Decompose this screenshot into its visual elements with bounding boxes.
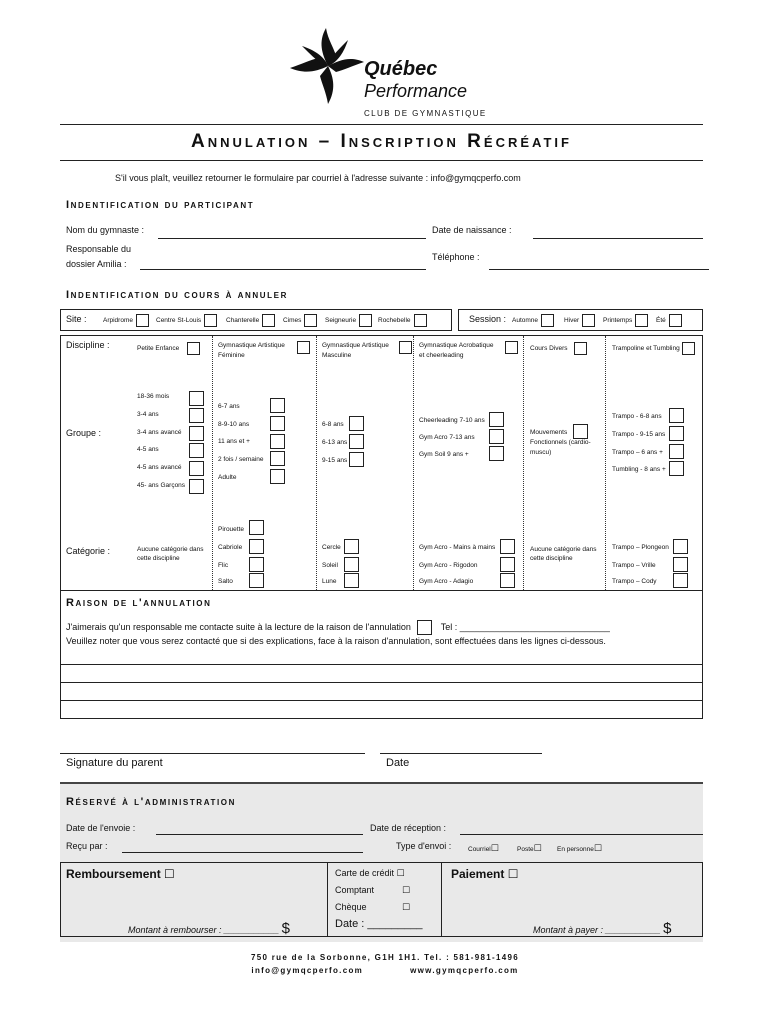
site-seigneurie-checkbox[interactable] bbox=[359, 314, 372, 327]
group-acro-1-checkbox[interactable] bbox=[489, 412, 504, 427]
session-printemps-checkbox[interactable] bbox=[635, 314, 648, 327]
site-seigneurie[interactable]: Seigneurie bbox=[325, 314, 372, 327]
site-label: Site : bbox=[66, 314, 87, 324]
discipline-petite-enfance[interactable]: Petite Enfance bbox=[137, 342, 200, 355]
site-chanterelle-checkbox[interactable] bbox=[262, 314, 275, 327]
categorie-label: Catégorie : bbox=[66, 546, 111, 556]
group-acro-2[interactable]: Gym Acro 7-13 ans bbox=[419, 434, 475, 441]
category-acro-3[interactable]: Gym Acro - Adagio bbox=[419, 578, 474, 585]
discipline-label: Discipline : bbox=[66, 340, 110, 350]
sent-date-field[interactable] bbox=[156, 834, 363, 835]
footer-contact bbox=[0, 966, 770, 975]
session-automne[interactable]: Automne bbox=[512, 314, 554, 327]
send-type-personne[interactable]: En personne☐ bbox=[557, 843, 602, 853]
discipline-gam-checkbox[interactable] bbox=[399, 341, 412, 354]
category-gaf-2-checkbox[interactable] bbox=[249, 539, 264, 554]
session-automne-checkbox[interactable] bbox=[541, 314, 554, 327]
group-pe-3-checkbox[interactable] bbox=[189, 426, 204, 441]
footer-email[interactable]: info@gymqcperfo.com bbox=[251, 966, 364, 975]
category-acro-1[interactable]: Gym Acro - Mains à mains bbox=[419, 544, 496, 551]
site-rochebelle-checkbox[interactable] bbox=[414, 314, 427, 327]
dob-label: Date de naissance : bbox=[432, 225, 512, 235]
group-trampo-3-checkbox[interactable] bbox=[669, 444, 684, 459]
resp-field[interactable] bbox=[140, 269, 426, 270]
session-label: Session : bbox=[469, 314, 507, 324]
group-trampo-4[interactable]: Tumbling - 8 ans + bbox=[612, 466, 666, 473]
col-divider-2 bbox=[316, 336, 317, 590]
logo-line-3: CLUB DE GYMNASTIQUE bbox=[364, 109, 487, 118]
send-type-poste-checkbox[interactable]: ☐ bbox=[533, 843, 542, 853]
admin-col-1 bbox=[327, 862, 328, 937]
category-gam-1-checkbox[interactable] bbox=[344, 539, 359, 554]
category-trampo-2[interactable]: Trampo – Vrille bbox=[612, 562, 656, 569]
payment-checkbox[interactable]: ☐ bbox=[507, 867, 519, 881]
category-gam-2-checkbox[interactable] bbox=[344, 557, 359, 572]
group-pe-3[interactable]: 3-4 ans avancé bbox=[137, 429, 182, 436]
send-type-courriel-checkbox[interactable]: ☐ bbox=[490, 843, 499, 853]
recv-date-field[interactable] bbox=[460, 834, 703, 835]
reason-tel-field[interactable]: Tel : ______________________________ bbox=[440, 621, 610, 632]
group-acro-1[interactable]: Cheerleading 7-10 ans bbox=[419, 417, 485, 424]
group-gam-1-checkbox[interactable] bbox=[349, 416, 364, 431]
category-gaf-4-checkbox[interactable] bbox=[249, 573, 264, 588]
received-by-field[interactable] bbox=[122, 852, 363, 853]
category-trampo-3[interactable]: Trampo – Cody bbox=[612, 578, 657, 585]
refund-checkbox[interactable]: ☐ bbox=[164, 867, 175, 881]
discipline-gam[interactable]: Gymnastique Artistique Masculine bbox=[322, 341, 412, 361]
group-gaf-4-checkbox[interactable] bbox=[270, 451, 285, 466]
session-hiver[interactable]: Hiver bbox=[564, 314, 595, 327]
group-gaf-4[interactable]: 2 fois / semaine bbox=[218, 456, 264, 463]
refund-amount[interactable]: Montant à rembourser : ___________ $ bbox=[128, 920, 290, 937]
site-chanterelle[interactable]: Chanterelle bbox=[226, 314, 275, 327]
group-pe-5-checkbox[interactable] bbox=[189, 461, 204, 476]
category-trampo-1-checkbox[interactable] bbox=[673, 539, 688, 554]
session-hiver-checkbox[interactable] bbox=[582, 314, 595, 327]
col-divider-3 bbox=[413, 336, 414, 590]
footer-web[interactable]: www.gymqcperfo.com bbox=[410, 966, 519, 975]
discipline-trampoline-checkbox[interactable] bbox=[682, 342, 695, 355]
group-pe-2-checkbox[interactable] bbox=[189, 408, 204, 423]
site-cimes-checkbox[interactable] bbox=[304, 314, 317, 327]
category-gam-2[interactable]: Soleil bbox=[322, 562, 338, 569]
reason-line-2[interactable] bbox=[61, 682, 702, 683]
payment-dollar: $ bbox=[663, 920, 672, 937]
dob-field[interactable] bbox=[533, 238, 703, 239]
site-centre-st-louis[interactable]: Centre St-Louis bbox=[156, 314, 217, 327]
recv-date-label: Date de réception : bbox=[370, 823, 447, 833]
group-acro-3-checkbox[interactable] bbox=[489, 446, 504, 461]
category-trampo-2-checkbox[interactable] bbox=[673, 557, 688, 572]
footer-address: 750 rue de la Sorbonne, G1H 1H1. Tel. : 581-981-1496 bbox=[251, 953, 519, 962]
site-centre-st-louis-checkbox[interactable] bbox=[204, 314, 217, 327]
discipline-acro-checkbox[interactable] bbox=[505, 341, 518, 354]
category-acro-2-checkbox[interactable] bbox=[500, 557, 515, 572]
page-title: Annulation – Inscription Récréatif bbox=[191, 131, 572, 152]
sent-date-label: Date de l'envoie : bbox=[66, 823, 136, 833]
reason-line-3[interactable] bbox=[61, 700, 702, 701]
category-trampo-1[interactable]: Trampo – Plongeon bbox=[612, 544, 669, 551]
session-printemps[interactable]: Printemps bbox=[603, 314, 648, 327]
admin-col-2 bbox=[441, 862, 442, 937]
refund-heading[interactable]: Remboursement ☐ bbox=[66, 867, 175, 881]
group-pe-6[interactable]: 45- ans Garçons bbox=[137, 482, 186, 489]
course-heading: Indentification du cours à annuler bbox=[66, 289, 288, 301]
logo-line-1: Québec bbox=[364, 58, 438, 80]
site-arpidrome-checkbox[interactable] bbox=[136, 314, 149, 327]
col-divider-1 bbox=[212, 336, 213, 590]
category-gam-3[interactable]: Lune bbox=[322, 578, 337, 585]
group-gam-1[interactable]: 6-8 ans bbox=[322, 421, 344, 428]
send-type-courriel[interactable]: Courriel☐ bbox=[468, 843, 499, 853]
category-acro-3-checkbox[interactable] bbox=[500, 573, 515, 588]
header-rule-top bbox=[60, 124, 703, 125]
category-pe-none: Aucune catégorie dans cette discipline bbox=[137, 546, 204, 562]
group-trampo-1-checkbox[interactable] bbox=[669, 408, 684, 423]
send-type-label: Type d'envoi : bbox=[396, 841, 452, 851]
category-gaf-3[interactable]: Flic bbox=[218, 562, 229, 569]
group-gaf-2-checkbox[interactable] bbox=[270, 416, 285, 431]
category-gam-3-checkbox[interactable] bbox=[344, 573, 359, 588]
group-trampo-4-checkbox[interactable] bbox=[669, 461, 684, 476]
resp-label-1: Responsable du bbox=[66, 244, 132, 254]
refund-dollar: $ bbox=[281, 920, 290, 937]
method-credit-checkbox[interactable]: ☐ bbox=[396, 868, 405, 878]
pinwheel-logo-icon bbox=[288, 26, 366, 108]
phone-label: Téléphone : bbox=[432, 252, 480, 262]
col-divider-5 bbox=[605, 336, 606, 590]
method-cheque-checkbox[interactable]: ☐ bbox=[402, 902, 411, 912]
name-field[interactable] bbox=[158, 238, 426, 239]
logo bbox=[288, 26, 488, 122]
signature-date-label: Date bbox=[386, 757, 410, 769]
payment-amount[interactable]: Montant à payer : ___________ $ bbox=[533, 920, 672, 937]
method-cash[interactable]: Comptant ☐ bbox=[335, 885, 411, 895]
category-gaf-3-checkbox[interactable] bbox=[249, 557, 264, 572]
group-pe-4[interactable]: 4-5 ans bbox=[137, 446, 159, 453]
category-gaf-2[interactable]: Cabriole bbox=[218, 544, 243, 551]
category-gaf-4[interactable]: Salto bbox=[218, 578, 233, 585]
group-gam-2[interactable]: 6-13 ans bbox=[322, 439, 348, 446]
group-pe-4-checkbox[interactable] bbox=[189, 443, 204, 458]
groupe-label: Groupe : bbox=[66, 428, 102, 438]
date-line[interactable] bbox=[380, 753, 542, 754]
admin-heading: Réservé à l'administration bbox=[66, 796, 236, 808]
reason-line-1[interactable] bbox=[61, 664, 702, 665]
signature-line[interactable] bbox=[60, 753, 365, 754]
reason-contact-checkbox[interactable] bbox=[417, 620, 432, 635]
group-gaf-5[interactable]: Adulte bbox=[218, 474, 237, 481]
signature-label: Signature du parent bbox=[66, 757, 163, 769]
group-divers-1-checkbox[interactable] bbox=[573, 424, 588, 439]
group-trampo-2-checkbox[interactable] bbox=[669, 426, 684, 441]
discipline-gaf-checkbox[interactable] bbox=[297, 341, 310, 354]
discipline-gaf[interactable]: Gymnastique Artistique Féminine bbox=[218, 341, 313, 361]
category-trampo-3-checkbox[interactable] bbox=[673, 573, 688, 588]
group-gaf-3-checkbox[interactable] bbox=[270, 434, 285, 449]
reason-contact-text: J'aimerais qu'un responsable me contacte suite à la lecture de la raison de l'annulation Tel : ______________________________ bbox=[66, 620, 610, 635]
category-acro-2[interactable]: Gym Acro - Rigodon bbox=[419, 562, 478, 569]
group-divers-1[interactable]: Mouvements Fonctionnels (cardio-muscu) bbox=[530, 429, 591, 456]
send-type-personne-checkbox[interactable]: ☐ bbox=[593, 843, 602, 853]
logo-line-2: Performance bbox=[364, 81, 468, 101]
group-trampo-1[interactable]: Trampo - 6-8 ans bbox=[612, 413, 662, 420]
group-pe-1-checkbox[interactable] bbox=[189, 391, 204, 406]
resp-label-2: dossier Amilia : bbox=[66, 259, 127, 269]
intro-text: S'il vous plaît, veuillez retourner le formulaire par courriel à l'adresse suivante : info@gymqcperfo.com bbox=[115, 173, 521, 183]
group-pe-5[interactable]: 4-5 ans avancé bbox=[137, 464, 182, 471]
admin-date-field[interactable]: Date : _________ bbox=[335, 918, 423, 930]
group-trampo-2[interactable]: Trampo - 9-15 ans bbox=[612, 431, 666, 438]
category-gam-1[interactable]: Cercle bbox=[322, 544, 341, 551]
group-acro-3[interactable]: Gym Soil 9 ans + bbox=[419, 451, 469, 458]
discipline-petite-enfance-checkbox[interactable] bbox=[187, 342, 200, 355]
group-trampo-3[interactable]: Trampo – 6 ans + bbox=[612, 449, 663, 456]
group-pe-6-checkbox[interactable] bbox=[189, 479, 204, 494]
session-ete[interactable]: Été bbox=[656, 314, 682, 327]
col-divider-4 bbox=[523, 336, 524, 590]
discipline-cours-divers[interactable]: Cours Divers bbox=[530, 342, 587, 355]
name-label: Nom du gymnaste : bbox=[66, 225, 145, 235]
group-gaf-2[interactable]: 8-9-10 ans bbox=[218, 421, 250, 428]
discipline-cours-divers-checkbox[interactable] bbox=[574, 342, 587, 355]
received-by-label: Reçu par : bbox=[66, 841, 108, 851]
group-gam-3[interactable]: 9-15 ans bbox=[322, 457, 348, 464]
participant-heading: Indentification du participant bbox=[66, 199, 255, 211]
category-acro-1-checkbox[interactable] bbox=[500, 539, 515, 554]
site-rochebelle[interactable]: Rochebelle bbox=[378, 314, 427, 327]
method-credit[interactable]: Carte de crédit ☐ bbox=[335, 868, 405, 878]
group-pe-1[interactable]: 18-36 mois bbox=[137, 393, 170, 400]
discipline-trampoline[interactable]: Trampoline et Tumbling bbox=[612, 342, 695, 355]
reason-note: Veuillez noter que vous serez contacté que si des explications, face à la raison d'annulation, sont effectuées dans les lignes ci-dessous. bbox=[66, 636, 606, 646]
session-ete-checkbox[interactable] bbox=[669, 314, 682, 327]
category-gaf-1-checkbox[interactable] bbox=[249, 520, 264, 535]
group-acro-2-checkbox[interactable] bbox=[489, 429, 504, 444]
group-gaf-1[interactable]: 6-7 ans bbox=[218, 403, 240, 410]
site-arpidrome[interactable]: Arpidrome bbox=[103, 314, 149, 327]
group-gaf-5-checkbox[interactable] bbox=[270, 469, 285, 484]
reason-heading: Raison de l'annulation bbox=[66, 597, 212, 609]
send-type-poste[interactable]: Poste☐ bbox=[517, 843, 542, 853]
group-gaf-1-checkbox[interactable] bbox=[270, 398, 285, 413]
payment-heading[interactable]: Paiement ☐ bbox=[451, 867, 519, 881]
phone-field[interactable] bbox=[489, 269, 709, 270]
discipline-acro[interactable]: Gymnastique Acrobatique et cheerleading bbox=[419, 341, 519, 361]
method-cash-checkbox[interactable]: ☐ bbox=[402, 885, 411, 895]
group-pe-2[interactable]: 3-4 ans bbox=[137, 411, 159, 418]
group-gaf-3[interactable]: 11 ans et + bbox=[218, 438, 250, 445]
category-divers-none: Aucune catégorie dans cette discipline bbox=[530, 546, 597, 562]
group-gam-2-checkbox[interactable] bbox=[349, 434, 364, 449]
header-rule-bottom bbox=[60, 160, 703, 161]
site-cimes[interactable]: Cimes bbox=[283, 314, 317, 327]
method-cheque[interactable]: Chèque ☐ bbox=[335, 902, 411, 912]
category-gaf-1[interactable]: Pirouette bbox=[218, 526, 245, 533]
group-gam-3-checkbox[interactable] bbox=[349, 452, 364, 467]
